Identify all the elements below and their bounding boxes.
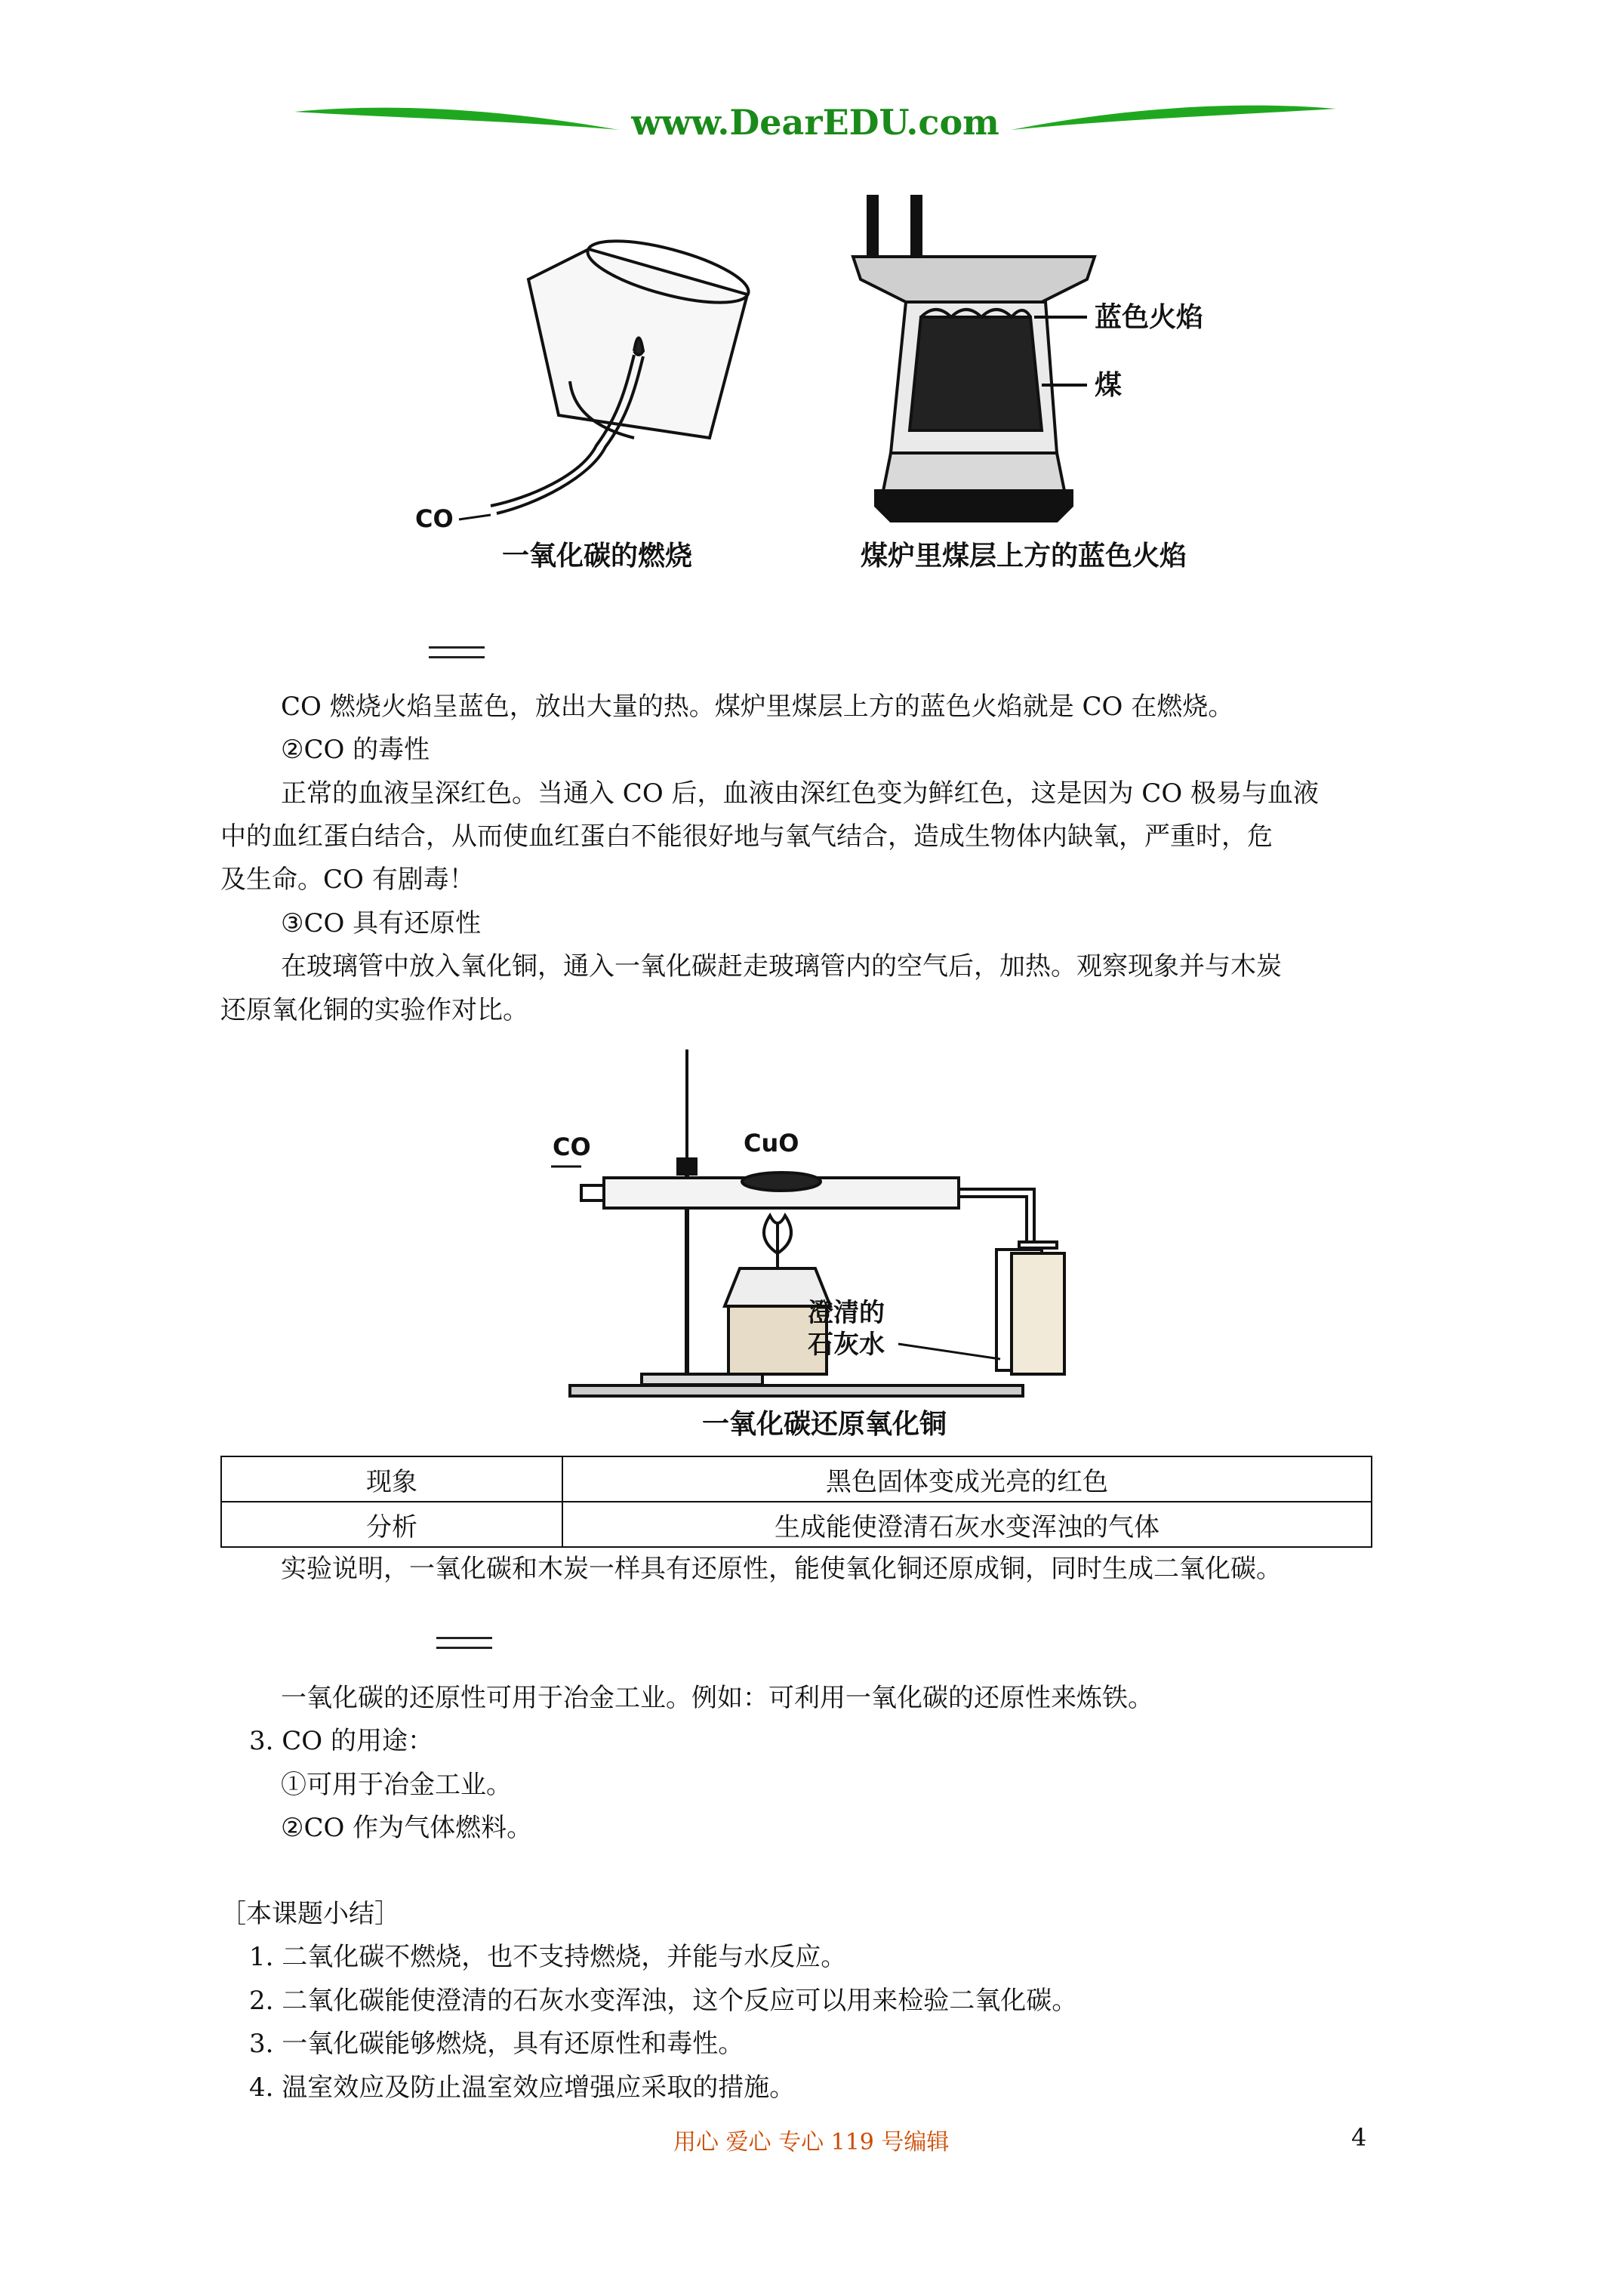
divider-mark [436, 1637, 492, 1649]
left-caption: 一氧化碳的燃烧 [502, 541, 693, 572]
lime-pointer [898, 1344, 1000, 1359]
paragraph: 及生命。CO 有剧毒！ [220, 864, 475, 895]
table-row [221, 1456, 1372, 1502]
summary-title: ［本课题小结］ [220, 1899, 400, 1929]
paragraph: CO 燃烧火焰呈蓝色，放出大量的热。煤炉里煤层上方的蓝色火焰就是 CO 在燃烧。 [281, 692, 1234, 722]
site-name: www.DearEDU.com [631, 102, 999, 143]
co-arrow [459, 515, 491, 519]
lime-water-label-1: 澄清的 [808, 1298, 885, 1328]
paragraph: 一氧化碳的还原性可用于冶金工业。例如：可利用一氧化碳的还原性来炼铁。 [281, 1683, 1153, 1713]
summary-item: 2. 二氧化碳能使澄清的石灰水变浑浊，这个反应可以用来检验二氧化碳。 [249, 1986, 1078, 2016]
list-item: ②CO 作为气体燃料。 [281, 1813, 533, 1843]
right-caption: 煤炉里煤层上方的蓝色火焰 [861, 541, 1187, 572]
section-heading: ③CO 具有还原性 [281, 908, 482, 938]
coal-label: 煤 [1095, 370, 1123, 401]
header-banner [287, 91, 1344, 151]
stove-illustration [853, 196, 1095, 521]
beaker-illustration [491, 229, 754, 513]
observation-table [220, 1456, 1372, 1548]
co-tag: CO [415, 504, 454, 533]
lime-water-label-2: 石灰水 [808, 1330, 885, 1360]
paragraph: 还原氧化铜的实验作对比。 [220, 995, 528, 1025]
summary-item: 4. 温室效应及防止温室效应增强应采取的措施。 [249, 2073, 796, 2103]
figure-caption: 一氧化碳还原氧化铜 [702, 1409, 947, 1440]
right-swoosh [1012, 106, 1336, 130]
figure-co-reduction [551, 1042, 1072, 1442]
table-value: 黑色固体变成光亮的红色 [562, 1456, 1372, 1502]
table-key: 分析 [221, 1502, 562, 1547]
blue-flame-label: 蓝色火焰 [1095, 302, 1204, 333]
list-item: ①可用于冶金工业。 [281, 1770, 512, 1800]
paragraph: 在玻璃管中放入氧化铜，通入一氧化碳赶走玻璃管内的空气后，加热。观察现象并与木炭 [281, 951, 1282, 982]
divider-mark [429, 646, 485, 658]
paragraph: 正常的血液呈深红色。当通入 CO 后，血液由深红色变为鲜红色，这是因为 CO 极易与血液 [281, 778, 1320, 809]
summary-item: 1. 二氧化碳不燃烧，也不支持燃烧，并能与水反应。 [249, 1942, 847, 1972]
table-key: 现象 [221, 1456, 562, 1502]
page-number: 4 [1351, 2123, 1367, 2152]
section-heading: 3. CO 的用途： [249, 1726, 433, 1756]
gas-label: CO [553, 1133, 591, 1161]
left-swoosh [294, 108, 619, 130]
cuo-label: CuO [744, 1129, 799, 1157]
table-row [221, 1502, 1372, 1547]
figure-co-combustion [408, 189, 1253, 581]
paragraph: 实验说明，一氧化碳和木炭一样具有还原性，能使氧化铜还原成铜，同时生成二氧化碳。 [281, 1554, 1282, 1584]
paragraph: 中的血红蛋白结合，从而使血红蛋白不能很好地与氧气结合，造成生物体内缺氧，严重时，危 [220, 821, 1273, 852]
summary-item: 3. 一氧化碳能够燃烧，具有还原性和毒性。 [249, 2029, 744, 2059]
section-heading: ②CO 的毒性 [281, 735, 430, 765]
table-value: 生成能使澄清石灰水变浑浊的气体 [562, 1502, 1372, 1547]
footer-text: 用心 爱心 专心 119 号编辑 [673, 2129, 950, 2156]
